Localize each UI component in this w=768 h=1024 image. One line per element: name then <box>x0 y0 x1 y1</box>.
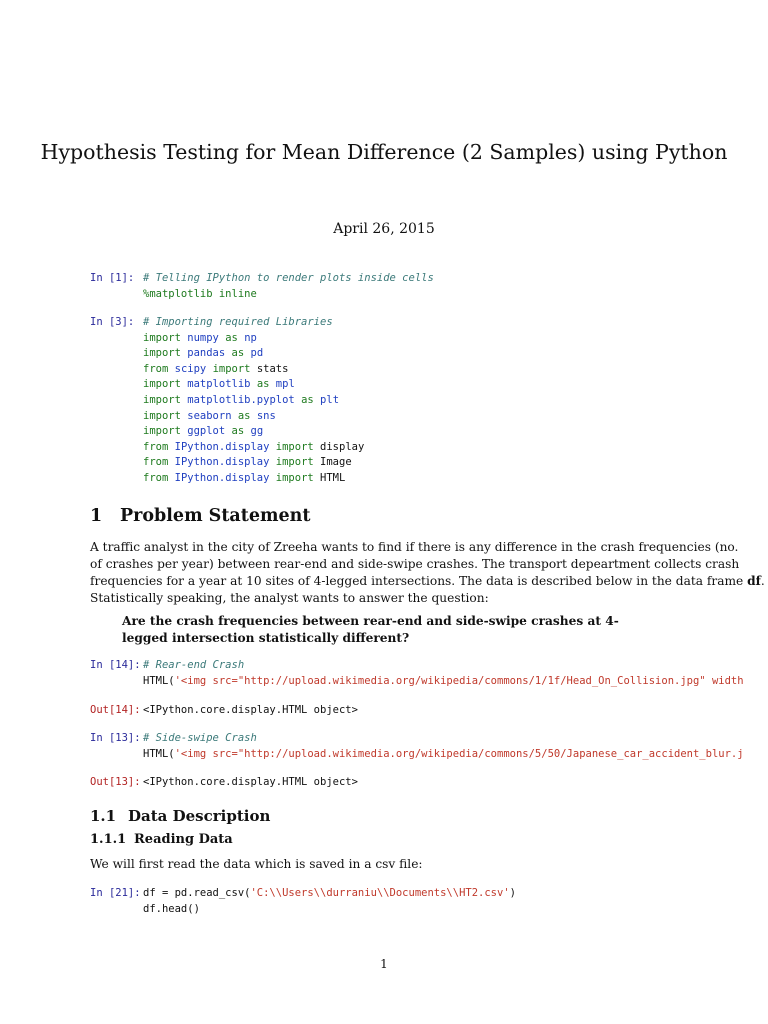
code-line <box>143 424 364 440</box>
section-title: Data Description <box>128 807 271 825</box>
document-date: April 26, 2015 <box>333 221 435 237</box>
code-token: import <box>275 471 314 484</box>
code-text: ) <box>509 887 516 899</box>
code-token: from <box>143 440 169 453</box>
paragraph-text: frequencies for a year at 10 sites of 4-legged intersections. The data is described below in the data frame <box>90 574 748 588</box>
code-token: import <box>143 331 181 344</box>
document-title: Hypothesis Testing for Mean Difference (2 Samples) using Python <box>40 140 728 164</box>
code-token: HTML <box>313 471 346 484</box>
code-string: '<img src="http://upload.wikimedia.org/wikipedia/commons/5/50/Japanese_car_accident_blur.j <box>174 747 744 760</box>
code-comment: # Side-swipe Crash <box>143 732 257 744</box>
code-token: ggplot <box>187 425 226 438</box>
code-token: import <box>143 347 181 360</box>
df-bold: df <box>747 574 761 588</box>
code-token: IPython.display <box>174 440 270 453</box>
code-body <box>143 658 744 689</box>
code-comment: # Importing required Libraries <box>143 316 333 328</box>
code-line <box>143 440 364 456</box>
code-token: gg <box>250 425 264 438</box>
input-prompt: In [13]: <box>90 732 141 744</box>
reading-paragraph: We will first read the data which is saved in a csv file: <box>90 857 423 871</box>
output-cell-14 <box>90 703 768 719</box>
code-token: from <box>143 471 169 484</box>
input-prompt: In [21]: <box>90 887 141 899</box>
code-token: from <box>143 456 169 469</box>
code-token: stats <box>250 362 289 375</box>
code-token: display <box>313 440 365 453</box>
output-text: <IPython.core.display.HTML object> <box>143 776 358 788</box>
code-token: import <box>212 362 251 375</box>
section-number: 1 <box>90 506 103 526</box>
output-body <box>143 703 358 719</box>
section-title: Problem Statement <box>120 506 311 526</box>
output-prompt: Out[14]: <box>90 704 141 716</box>
code-body <box>143 731 744 762</box>
research-question: Are the crash frequencies between rear-end and side-swipe crashes at 4-legged intersection statistically different? <box>122 614 619 645</box>
code-token: as <box>231 347 245 360</box>
section-number: 1.1.1 <box>90 832 127 847</box>
code-token: pd <box>250 347 264 360</box>
paragraph-line: A traffic analyst in the city of Zreeha wants to find if there is any difference in the crash frequencies (no. <box>90 540 739 554</box>
page-number: 1 <box>380 957 388 971</box>
paragraph-line: Statistically speaking, the analyst wants to answer the question: <box>90 591 489 605</box>
code-cell-21[interactable] <box>90 886 768 918</box>
code-line <box>143 471 364 487</box>
magic-command: %matplotlib inline <box>143 287 257 300</box>
code-token: pandas <box>187 347 226 360</box>
code-text: df.head() <box>143 902 200 915</box>
section-heading-reading-data <box>90 832 233 847</box>
code-line <box>143 331 364 347</box>
code-line <box>143 346 364 362</box>
code-line <box>143 393 364 409</box>
code-string: '<img src="http://upload.wikimedia.org/wikipedia/commons/1/1f/Head_On_Collision.jpg" width <box>174 674 744 687</box>
paragraph-line: of crashes per year) between rear-end and side-swipe crashes. The transport depeartment collects crash <box>90 557 740 571</box>
code-call: HTML( <box>143 674 175 687</box>
output-prompt: Out[13]: <box>90 776 141 788</box>
code-token: mpl <box>275 378 295 391</box>
input-prompt: In [1]: <box>90 272 135 284</box>
section-title: Reading Data <box>134 832 233 847</box>
code-body <box>143 886 516 917</box>
code-token: plt <box>320 393 340 406</box>
code-token: as <box>225 331 238 344</box>
code-cell-1[interactable] <box>90 271 768 303</box>
code-line <box>143 409 364 425</box>
code-token: as <box>231 425 245 438</box>
code-token: import <box>275 456 314 469</box>
code-token: matplotlib.pyplot <box>187 393 295 406</box>
code-body <box>143 271 434 302</box>
code-token: scipy <box>174 362 207 375</box>
code-cell-3[interactable] <box>90 315 768 491</box>
code-comment: # Rear-end Crash <box>143 659 245 671</box>
code-line <box>143 377 364 393</box>
paragraph-line: frequencies for a year at 10 sites of 4-legged intersections. The data is described below in the data frame df. <box>90 574 765 588</box>
section-number: 1.1 <box>90 807 117 825</box>
code-cell-14[interactable] <box>90 658 768 690</box>
section-heading-problem-statement <box>90 506 310 526</box>
code-body <box>143 315 364 487</box>
code-token: as <box>256 378 270 391</box>
code-line <box>143 455 364 471</box>
code-token: IPython.display <box>174 471 270 484</box>
code-text: df = pd.read_csv( <box>143 887 251 899</box>
code-token: import <box>143 393 181 406</box>
code-token: import <box>143 425 181 438</box>
code-comment: # Telling IPython to render plots inside cells <box>143 272 434 284</box>
code-token: numpy <box>187 331 219 344</box>
code-token: import <box>275 440 314 453</box>
code-token: sns <box>256 409 276 422</box>
problem-paragraph <box>90 539 765 607</box>
code-call: HTML( <box>143 747 175 760</box>
code-token: Image <box>313 456 352 469</box>
code-token: IPython.display <box>174 456 270 469</box>
output-text: <IPython.core.display.HTML object> <box>143 704 358 716</box>
code-token: np <box>244 331 257 344</box>
input-prompt: In [14]: <box>90 659 141 671</box>
code-string: 'C:\\Users\\durraniu\\Documents\\HT2.csv' <box>250 887 510 899</box>
code-token: as <box>301 393 314 406</box>
code-cell-13[interactable] <box>90 731 768 763</box>
code-token: from <box>143 362 169 375</box>
output-body <box>143 775 358 791</box>
input-prompt: In [3]: <box>90 316 135 328</box>
code-line <box>143 362 364 378</box>
code-token: as <box>237 409 251 422</box>
code-token: matplotlib <box>187 378 251 391</box>
output-cell-13 <box>90 775 768 791</box>
section-heading-data-description <box>90 807 270 825</box>
code-token: seaborn <box>187 409 232 422</box>
code-token: import <box>143 378 181 391</box>
code-token: import <box>143 409 181 422</box>
